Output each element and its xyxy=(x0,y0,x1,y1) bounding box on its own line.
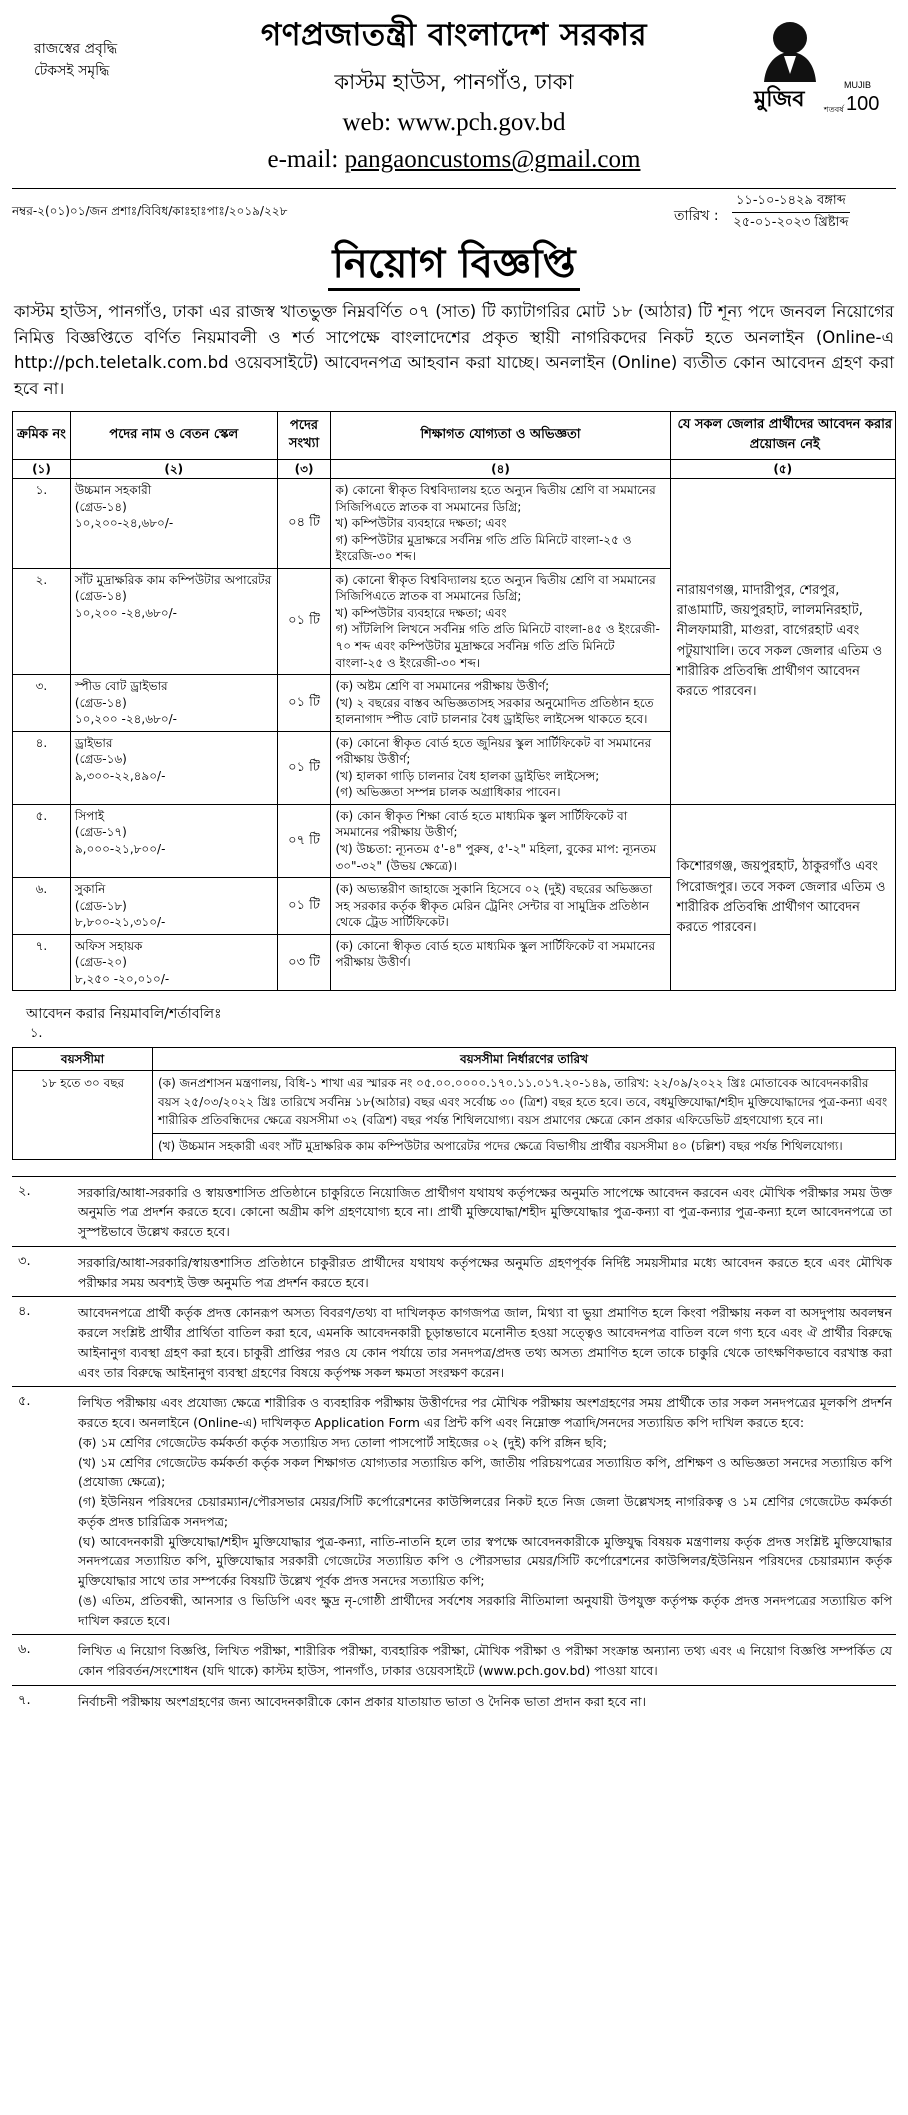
col-serial: ক্রমিক নং xyxy=(13,412,71,459)
post-grade: (গ্রেড-১৭) xyxy=(74,825,127,840)
rule-text xyxy=(78,1303,896,1382)
rule-item xyxy=(12,1634,896,1685)
post-name-cell xyxy=(70,675,277,732)
qualification-item: (গ) অভিজ্ঞতা সম্পন্ন চালক অগ্রাধিকার পাবেন। xyxy=(335,785,561,800)
col-number: (২) xyxy=(70,459,277,479)
website-line: web: www.pch.gov.bd xyxy=(342,109,566,136)
col-post-name: পদের নাম ও বেতন স্কেল xyxy=(70,412,277,459)
rule-text xyxy=(78,1641,896,1681)
age-limit-table xyxy=(12,1047,896,1160)
qualification-item: (ক) কোনো স্বীকৃত বোর্ড হতে মাধ্যমিক স্কুল সার্টিফিকেট বা সমমানের পরীক্ষায় উত্তীর্ণ। xyxy=(335,938,656,970)
rule-text xyxy=(78,1253,896,1293)
rule-text xyxy=(78,1393,896,1630)
post-name: সিপাই xyxy=(74,808,105,823)
rule-number: ৪. xyxy=(18,1304,31,1320)
rule-item xyxy=(12,1176,896,1246)
qualification-cell xyxy=(331,878,670,935)
qualification-item: গ) কম্পিউটার মুদ্রাক্ষরে সর্বনিম্ন গতি প্রতি মিনিটে বাংলা-২৫ ও ইংরেজি-৩০ শব্দ। xyxy=(335,532,632,564)
serial-cell: ৩. xyxy=(13,675,71,732)
reference-row xyxy=(12,188,896,234)
post-scale: ৮,২৫০ -২০,০১০/- xyxy=(74,971,170,986)
post-grade: (গ্রেড-১৮) xyxy=(74,898,127,913)
logo-sub: শতবর্ষ xyxy=(824,105,844,114)
serial-cell: ২. xyxy=(13,568,71,674)
qualification-item: গ) সাঁটলিপি লিখনে সর্বনিম্ন গতি প্রতি মিনিটে বাংলা-৪৫ ও ইংরেজী- ৭০ শব্দ এবং কম্পিউটার মুদ্রাক্ষরে সর্বনিম্ন গতি প্রতি মিনিটে বাংলা-২৫ ও ইংরেজী-৩০ শব্দ। xyxy=(335,622,660,670)
qualification-item: (খ) উচ্চতা: ন্যূনতম ৫'-৪" পুরুষ, ৫'-২" মহিলা, বুকের মাপ: ন্যূনতম ৩০"-৩২" (উভয় ক্ষেত্রে)। xyxy=(335,842,657,873)
rule-subitem: (গ) ইউনিয়ন পরিষদের চেয়ারম্যান/পৌরসভার মেয়র/সিটি কর্পোরেশনের কাউন্সিলরের নিকট হতে নিজ জেলা উল্লেখসহ নাগরিকত্ব ও ১ম শ্রেণির গেজেটেড কর্মকর্তা কর্তৃক প্রদত্ত চারিত্রিক সনদপত্র; xyxy=(78,1494,892,1529)
logo-mujib: MUJIB xyxy=(844,80,871,90)
post-count-cell: ০৭ টি xyxy=(277,804,331,877)
rule-subitem: (ঙ) এতিম, প্রতিবন্ধী, আনসার ও ভিডিপি এবং ক্ষুদ্র নৃ-গোষ্ঠী প্রার্থীদের সর্বশেষ সরকারি নীতিমালা অনুযায়ী উপযুক্ত কর্তৃপক্ষ কর্তৃক প্রদত্ত সনদপত্রের সত্যায়িত কপি দাখিল করতে হবে। xyxy=(78,1592,892,1628)
post-grade: (গ্রেড-১৪) xyxy=(74,589,127,604)
notice-title xyxy=(12,240,896,291)
rules-heading: আবেদন করার নিয়মাবলি/শর্তাবলিঃ xyxy=(26,1006,222,1023)
post-name-cell xyxy=(70,731,277,804)
rules-list xyxy=(12,1176,896,1716)
age-rule-b: (খ) উচ্চমান সহকারী এবং সাঁট মুদ্রাক্ষরিক কাম কম্পিউটার অপারেটর পদের ক্ষেত্রে বিভাগীয় প্রার্থীর বয়সসীমা ৪০ (চল্লিশ) বছর পর্যন্ত শিথিলযোগ্য। xyxy=(153,1133,896,1159)
rule-1-number: ১. xyxy=(30,1025,43,1041)
rule-text xyxy=(78,1183,896,1242)
post-name-cell xyxy=(70,878,277,935)
table-row xyxy=(13,479,896,569)
post-grade: (গ্রেড-১৪) xyxy=(74,499,127,514)
qualification-cell xyxy=(331,675,670,732)
col-post-count: পদের সংখ্যা xyxy=(277,412,331,459)
intro-paragraph: কাস্টম হাউস, পানগাঁও, ঢাকা এর রাজস্ব খাতভুক্ত নিম্নবর্ণিত ০৭ (সাত) টি ক্যাটাগরির মোট ১৮ (আঠার) টি শূন্য পদে জনবল নিয়োগের নিমিত্ত বিজ্ঞপ্তিতে বর্ণিত নিয়মাবলী ও শর্ত সাপেক্ষে বাংলাদেশের প্রকৃত স্থায়ী নাগরিকদের নিকট হতে অনলাইন (Online-এ http://pch.teletalk.com.bd ওয়েবসাইটে) আবেদনপত্র আহবান করা যাচ্ছে। অনলাইন (Online) ব্যতীত কোন আবেদন গ্রহণ করা হবে না। xyxy=(14,302,894,398)
logo-100: 100 xyxy=(846,93,880,115)
letterhead xyxy=(12,10,896,180)
rule-item xyxy=(12,1246,896,1297)
serial-cell: ৪. xyxy=(13,731,71,804)
age-rule-a: (ক) জনপ্রশাসন মন্ত্রণালয়, বিধি-১ শাখা এর স্মারক নং ০৫.০০.০০০০.১৭০.১১.০১৭.২০-১৪৯, তারিখ: ২২/০৯/২০২২ খ্রিঃ মোতাবেক আবেদনকারীর বয়স ২৫/০৩/২০২২ খ্রিঃ তারিখে সর্বনিম্ন ১৮(আঠার) বছর এবং সর্বোচ্চ ৩০ (ত্রিশ) বছর হতে হবে। তবে, বধমুক্তিযোদ্ধা/শহীদ মুক্তিযোদ্ধাদের পুত্র-কন্যা এবং শারীরিক প্রতিবন্ধিদের ক্ষেত্রে বয়সসীমা ৩২ (বত্রিশ) বছর পর্যন্ত শিথিলযোগ্য। বয়স প্রমাণের ক্ষেত্রে কোন প্রকার এফিডেভিট গ্রহণযোগ্য হবে না। xyxy=(153,1071,896,1134)
rule-text xyxy=(78,1692,896,1712)
qualification-item: (ক) কোনো স্বীকৃত বোর্ড হতে জুনিয়র স্কুল সার্টিফিকেট বা সমমানের পরীক্ষায় উত্তীর্ণ; xyxy=(335,735,652,767)
vacancy-table-header xyxy=(13,412,896,459)
post-name-cell xyxy=(70,804,277,877)
table-row xyxy=(13,1071,896,1134)
post-count-cell: ০১ টি xyxy=(277,731,331,804)
serial-cell: ৫. xyxy=(13,804,71,877)
rule-paragraph: আবেদনপত্রে প্রার্থী কর্তৃক প্রদত্ত কোনরূপ অসত্য বিবরণ/তথ্য বা দাখিলকৃত কাগজপত্র জাল, মিথ্যা বা ভুয়া প্রমাণিত হলে কিংবা পরীক্ষায় নকল বা অসদুপায় অবলম্বন করলে সংশ্লিষ্ট প্রার্থীর প্রার্থিতা বাতিল করা হবে, এমনকি আবেদনকারী চূড়ান্তভাবে মনোনীত হওয়া সত্ত্বেও আবেদনপত্র বাতিল বলে গণ্য হবে এবং ঐ প্রার্থীর বিরুদ্ধে আইনানুগ ব্যবস্থা গ্রহণ করা হবে। চাকুরী প্রাপ্তির পরও যে কোন পর্যায়ে তার সনদপত্র/প্রদত্ত তথ্য অসত্য প্রমাণিত হলে তাকে চাকুরি থেকে তাৎক্ষণিকভাবে বরখাস্ত করা এবং তার বিরুদ্ধে আইনানুগ ব্যবস্থা গ্রহণের বিষয়ে কর্তৃপক্ষ সকল ক্ষমতা সংরক্ষণ করেন। xyxy=(78,1305,892,1380)
date-label: তারিখ : xyxy=(674,208,719,224)
col-number: (৪) xyxy=(331,459,670,479)
logo-text: মুজিব xyxy=(754,87,805,112)
rule-subitem: (খ) ১ম শ্রেণির গেজেটেড কর্মকর্তা কর্তৃক সকল শিক্ষাগত যোগ্যতার সত্যায়িত কপি, জাতীয় পরিচয়পত্রের সত্যায়িত কপি, প্রশিক্ষণ ও অভিজ্ঞতা সনদের সত্যায়িত কপি (প্রযোজ্য ক্ষেত্রে); xyxy=(78,1454,892,1490)
rule-paragraph: সরকারি/আধা-সরকারি ও স্বায়ত্তশাসিত প্রতিষ্ঠানে চাকুরিতে নিয়োজিত প্রার্থীগণ যথাযথ কর্তৃপক্ষের অনুমতি সাপেক্ষে আবেদন করবেন এবং মৌখিক পরীক্ষার সময় উক্ত অনুমতি পত্র প্রদর্শন করতে হবে। কোনো অগ্রীম কপি গ্রহণযোগ্য হবে না। প্রার্থী মুক্তিযোদ্ধা/শহীদ মুক্তিযোদ্ধার পুত্র-কন্যা বা পুত্র-কন্যার পুত্র-কন্যা হলে আবেদনপত্রে তা সুস্পষ্টভাবে উল্লেখ করতে হবে। xyxy=(78,1184,892,1240)
excluded-districts-group-2: কিশোরগঞ্জ, জয়পুরহাট, ঠাকুরগাঁও এবং পিরোজপুর। তবে সকল জেলার এতিম ও শারীরিক প্রতিবন্ধি প্রার্থীগণ আবেদন করতে পারবেন। xyxy=(670,804,895,990)
memo-number: নম্বর-২(০১)০১/জন প্রশাঃ/বিবিধ/কাঃহাঃপাঃ/২০১৯/২২৮ xyxy=(12,204,288,218)
rule-paragraph: সরকারি/আধা-সরকারি/স্বায়ত্তশাসিত প্রতিষ্ঠানে চাকুরীরত প্রার্থীদের যথাযথ কর্তৃপক্ষের অনুমতি গ্রহণপূর্বক নির্দিষ্ট সময়সীমার মধ্যে আবেদন করতে হবে এবং মৌখিক পরীক্ষার সময় অবশ্যই উক্ত অনুমতি পত্র প্রদর্শন করতে হবে। xyxy=(78,1254,892,1290)
post-grade: (গ্রেড-২০) xyxy=(74,955,127,970)
post-name: অফিস সহায়ক xyxy=(74,938,143,953)
column-number-row xyxy=(13,459,896,479)
post-scale: ৯,০০০-২১,৮০০/- xyxy=(74,842,166,857)
table-row xyxy=(13,804,896,877)
post-name: ড্রাইভার xyxy=(74,735,113,750)
qualification-item: ক) কোনো স্বীকৃত বিশ্ববিদ্যালয় হতে অন্যুন দ্বিতীয় শ্রেণি বা সমমানের সিজিপিএতে স্নাতক বা সমমানের ডিগ্রি; xyxy=(335,483,656,514)
qualification-cell xyxy=(331,731,670,804)
rule-number: ৭. xyxy=(18,1692,31,1708)
rule-item xyxy=(12,1296,896,1386)
post-name: স্পীড বোট ড্রাইভার xyxy=(74,679,168,694)
post-name: উচ্চমান সহকারী xyxy=(74,483,152,498)
post-count-cell: ০১ টি xyxy=(277,675,331,732)
rule-paragraph: লিখিত এ নিয়োগ বিজ্ঞপ্তি, লিখিত পরীক্ষা, শারীরিক পরীক্ষা, ব্যবহারিক পরীক্ষা, মৌখিক পরীক্ষা ও পরীক্ষা সংক্রান্ত অন্যান্য তথ্য এবং এ নিয়োগ বিজ্ঞপ্তি সম্পর্কিত যে কোন পরিবর্তন/সংশোধন (যদি থাকে) কাস্টম হাউস, পানগাঁও, ঢাকার ওয়েবসাইটে (www.pch.gov.bd) পাওয়া যাবে। xyxy=(78,1643,892,1679)
date-bangla: ১১-১০-১৪২৯ বঙ্গাব্দ xyxy=(732,191,850,213)
slogan-line-2: টেকসই সমৃদ্ধি xyxy=(34,63,110,80)
post-name: সুকানি xyxy=(74,882,106,897)
post-grade: (গ্রেড-১৪) xyxy=(74,695,127,710)
serial-cell: ৬. xyxy=(13,878,71,935)
qualification-item: (ক) কোন স্বীকৃত শিক্ষা বোর্ড হতে মাধ্যমিক স্কুল সার্টিফিকেট বা সমমানের পরীক্ষায় উত্তীর্ণ; xyxy=(335,808,628,840)
qualification-cell xyxy=(331,479,670,569)
col-number: (১) xyxy=(13,459,71,479)
date-english: ২৫-০১-২০২৩ খ্রিষ্টাব্দ xyxy=(733,214,849,230)
qualification-item: (ক) অভ্যন্তরীণ জাহাজে সুকানি হিসেবে ০২ (দুই) বছরের অভিজ্ঞতা সহ সরকার কর্তৃক স্বীকৃত মেরিন ট্রেনিং সেন্টার বা সামুদ্রিক প্রতিষ্ঠান থেকে ট্রেড সার্টিফিকেট। xyxy=(335,882,653,930)
slogan-line-1: রাজস্বের প্রবৃদ্ধি xyxy=(34,41,118,57)
qualification-item: (খ) ২ বছরের বাস্তব অভিজ্ঞতাসহ সরকার অনুমোদিত প্রতিষ্ঠান হতে হালনাগাদ স্পীড বোট চালনার বৈধ ড্রাইভিং লাইসেন্স থাকতে হবে। xyxy=(335,695,654,727)
post-count-cell: ০১ টি xyxy=(277,878,331,935)
mujib-borsho-logo xyxy=(740,16,882,116)
post-name-cell xyxy=(70,934,277,991)
col-qualification: শিক্ষাগত যোগ্যতা ও অভিজ্ঞতা xyxy=(331,412,670,459)
post-scale: ৮,৮০০-২১,৩১০/- xyxy=(74,915,166,930)
col-age-limit: বয়সসীমা xyxy=(13,1047,153,1071)
post-count-cell: ০১ টি xyxy=(277,568,331,674)
vacancy-table xyxy=(12,411,896,991)
qualification-item: খ) কম্পিউটার ব্যবহারে দক্ষতা; এবং xyxy=(335,605,507,620)
post-scale: ১০,২০০ -২৪,৬৮০/- xyxy=(74,712,178,727)
rule-subitem: (ঘ) আবেদনকারী মুক্তিযোদ্ধা/শহীদ মুক্তিযোদ্ধার পুত্র-কন্যা, নাতি-নাতনি হলে তার স্বপক্ষে আবেদনকারীকে মুক্তিযুদ্ধ বিষয়ক মন্ত্রণালয় কর্তৃক প্রদত্ত সংশ্লিষ্ট মুক্তিযোদ্ধার সনদপত্রের সত্যায়িত কপি, মুক্তিযোদ্ধার সরকারী গেজেটের সত্যায়িত কপি ও পৌরসভার মেয়র/সিটি কর্পোরেশনের কাউন্সিলর/ইউনিয়ন পরিষদের চেয়ারম্যান কর্তৃক মুক্তিযোদ্ধার সাথে তার সম্পর্কের বিষয়টি উল্লেখ পূর্বক প্রদত্ত সনদের সত্যায়িত কপি; xyxy=(78,1533,892,1589)
col-age-date: বয়সসীমা নির্ধারণের তারিখ xyxy=(153,1047,896,1071)
government-title: গণপ্রজাতন্ত্রী বাংলাদেশ সরকার xyxy=(260,17,648,53)
rule-number: ৩. xyxy=(18,1253,31,1269)
qualification-cell xyxy=(331,804,670,877)
rule-number: ২. xyxy=(18,1183,31,1199)
serial-cell: ১. xyxy=(13,479,71,569)
post-count-cell: ০৩ টি xyxy=(277,934,331,991)
age-table-header xyxy=(13,1047,896,1071)
col-excluded-districts: যে সকল জেলার প্রার্থীদের আবেদন করার প্রয়োজন নেই xyxy=(670,412,895,459)
post-scale: ৯,৩০০-২২,৪৯০/- xyxy=(74,768,166,783)
col-number: (৫) xyxy=(670,459,895,479)
post-grade: (গ্রেড-১৬) xyxy=(74,752,127,767)
post-name-cell xyxy=(70,568,277,674)
col-number: (৩) xyxy=(277,459,331,479)
qualification-item: খ) কম্পিউটার ব্যবহারে দক্ষতা; এবং xyxy=(335,516,507,531)
notice-title-text: নিয়োগ বিজ্ঞপ্তি xyxy=(328,240,579,291)
rule-item xyxy=(12,1685,896,1716)
post-name-cell xyxy=(70,479,277,569)
age-range-cell: ১৮ হতে ৩০ বছর xyxy=(13,1071,153,1159)
qualification-item: (ক) অষ্টম শ্রেণি বা সমমানের পরীক্ষায় উত্তীর্ণ; xyxy=(335,679,550,694)
rule-number: ৬. xyxy=(18,1642,31,1658)
email-line xyxy=(12,143,896,178)
qualification-cell xyxy=(331,934,670,991)
rule-paragraph: লিখিত পরীক্ষায় এবং প্রযোজ্য ক্ষেত্রে শারীরিক ও ব্যবহারিক পরীক্ষায় উত্তীর্ণদের পর মৌখিক পরীক্ষায় অংশগ্রহণের সময় প্রার্থীকে তার সকল সনদপত্রের মূলকপি প্রদর্শন করতে হবে। অনলাইনে (Online-এ) দাখিলকৃত Application Form এর প্রিন্ট কপি এবং নিম্নোক্ত পত্রাদি/সনদের সত্যায়িত কপি দাখিল করতে হবে: xyxy=(78,1395,892,1431)
dates xyxy=(732,191,850,234)
email-address: pangaoncustoms@gmail.com xyxy=(344,146,641,173)
post-count-cell: ০৪ টি xyxy=(277,479,331,569)
rule-number: ৫. xyxy=(18,1394,31,1410)
office-name: কাস্টম হাউস, পানগাঁও, ঢাকা xyxy=(334,70,574,94)
email-label: e-mail: xyxy=(267,146,345,173)
rule-subitem: (ক) ১ম শ্রেণির গেজেটেড কর্মকর্তা কর্তৃক সত্যায়িত সদ্য তোলা পাসপোর্ট সাইজের ০২ (দুই) কপি রঙ্গিন ছবি; xyxy=(78,1434,607,1450)
qualification-item: (খ) হালকা গাড়ি চালনার বৈধ হালকা ড্রাইভিং লাইসেন্স; xyxy=(335,768,600,783)
qualification-item: ক) কোনো স্বীকৃত বিশ্ববিদ্যালয় হতে অন্যুন দ্বিতীয় শ্রেণি বা সমমানের সিজিপিএতে স্নাতক বা সমমানের ডিগ্রি; xyxy=(335,572,656,604)
post-scale: ১০,২০০-২৪,৬৮০/- xyxy=(74,516,174,531)
post-name: সাঁট মুদ্রাক্ষরিক কাম কম্পিউটার অপারেটর xyxy=(74,572,272,587)
rule-paragraph: নির্বাচনী পরীক্ষায় অংশগ্রহণের জন্য আবেদনকারীকে কোন প্রকার যাতায়াত ভাতা ও দৈনিক ভাতা প্রদান করা হবে না। xyxy=(78,1693,646,1709)
qualification-cell xyxy=(331,568,670,674)
serial-cell: ৭. xyxy=(13,934,71,991)
excluded-districts-group-1: নারায়ণগঞ্জ, মাদারীপুর, শেরপুর, রাঙামাটি, জয়পুরহাট, লালমনিরহাট, নীলফামারী, মাগুরা, বাগেরহাট এবং পটুয়াখালি। তবে সকল জেলার এতিম ও শারীরিক প্রতিবন্ধি প্রার্থীগণ আবেদন করতে পারবেন। xyxy=(670,479,895,805)
post-scale: ১০,২০০ -২৪,৬৮০/- xyxy=(74,605,178,620)
rule-item xyxy=(12,1386,896,1634)
